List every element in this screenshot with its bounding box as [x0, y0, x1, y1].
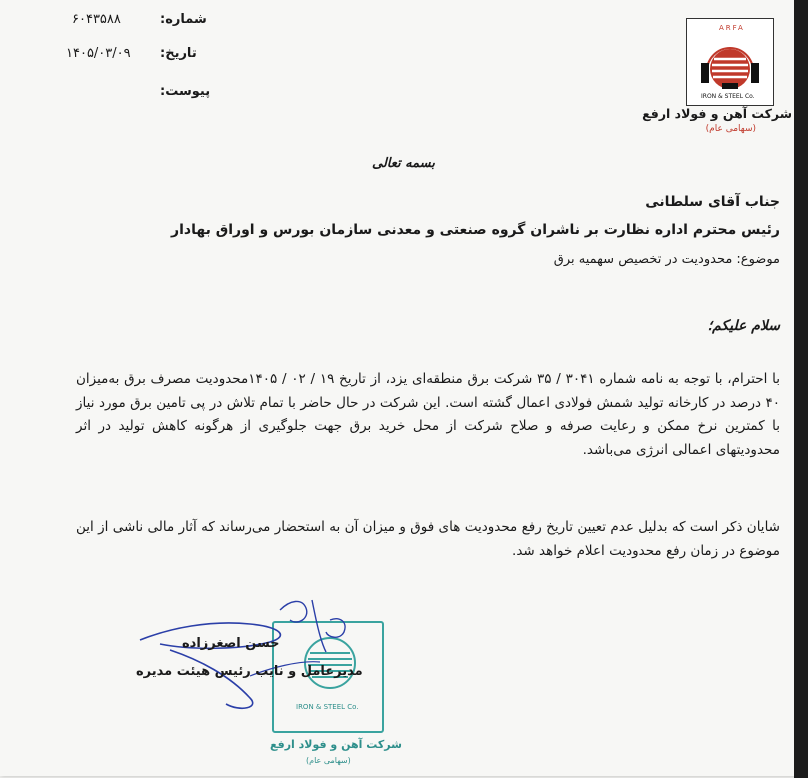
stamp-company-type: (سهامی عام): [306, 756, 351, 765]
addressee-title: رئیس محترم اداره نظارت بر ناشران گروه صنعتی و معدنی سازمان بورس و اوراق بهادار: [171, 222, 780, 238]
handwritten-signature: [130, 580, 390, 730]
logo-bottom-text: IRON & STEEL Co.: [701, 93, 755, 100]
signatory-title: مدیرعامل و نایب رئیس هیئت مدیره: [136, 664, 363, 679]
number-value: ۶۰۴۳۵۸۸: [72, 12, 121, 27]
attachment-label: پیوست:: [160, 84, 211, 99]
addressee-name: جناب آقای سلطانی: [645, 194, 780, 210]
company-name: شرکت آهن و فولاد ارفع: [642, 106, 792, 121]
company-type: (سهامی عام): [705, 124, 756, 134]
stamp-company: شرکت آهن و فولاد ارفع: [270, 738, 402, 751]
date-label: تاریخ:: [160, 46, 197, 61]
body-paragraph-1: با احترام، با توجه به نامه شماره ۳۰۴۱ / ۳۵ شرکت برق منطقه‌ای یزد، از تاریخ ۱۹ / ۰۲ / ۱۴۰۵محدودیت مصرف برق به‌میزان ۴۰ درصد در کارخانه تولید شمش فولادی اعمال گشته است. این شرکت در حال حاضر با تمام تلاش در پی تامین برق مورد نیاز با کمترین نرخ ممکن و رعایت صرفه و صلاح شرکت از محل خرید برق جهت جلوگیری از هرگونه کاهش تولید در اثر محدودیتهای اعمالی انرژی می‌باشد.: [76, 371, 780, 458]
greeting: سلام علیکم؛: [707, 318, 780, 334]
signatory-name: حسن اصغرزاده: [182, 636, 280, 651]
bismillah: بسمه تعالی: [372, 156, 435, 171]
company-logo: [686, 18, 774, 106]
subject-line: موضوع: محدودیت در تخصیص سهمیه برق: [553, 252, 780, 267]
number-label: شماره:: [160, 12, 207, 27]
stamp-top-text: IRON & STEEL Co.: [296, 703, 359, 711]
date-value: ۱۴۰۵/۰۳/۰۹: [66, 46, 131, 61]
logo-top-text: ARFA: [719, 24, 745, 32]
right-edge-bar: [794, 0, 808, 778]
body-paragraph-2: شایان ذکر است که بدلیل عدم تعیین تاریخ رفع محدودیت های فوق و میزان آن به استحضار می‌رساند که آثار مالی ناشی از این موضوع در زمان رفع محدودیت اعلام خواهد شد.: [76, 519, 780, 559]
